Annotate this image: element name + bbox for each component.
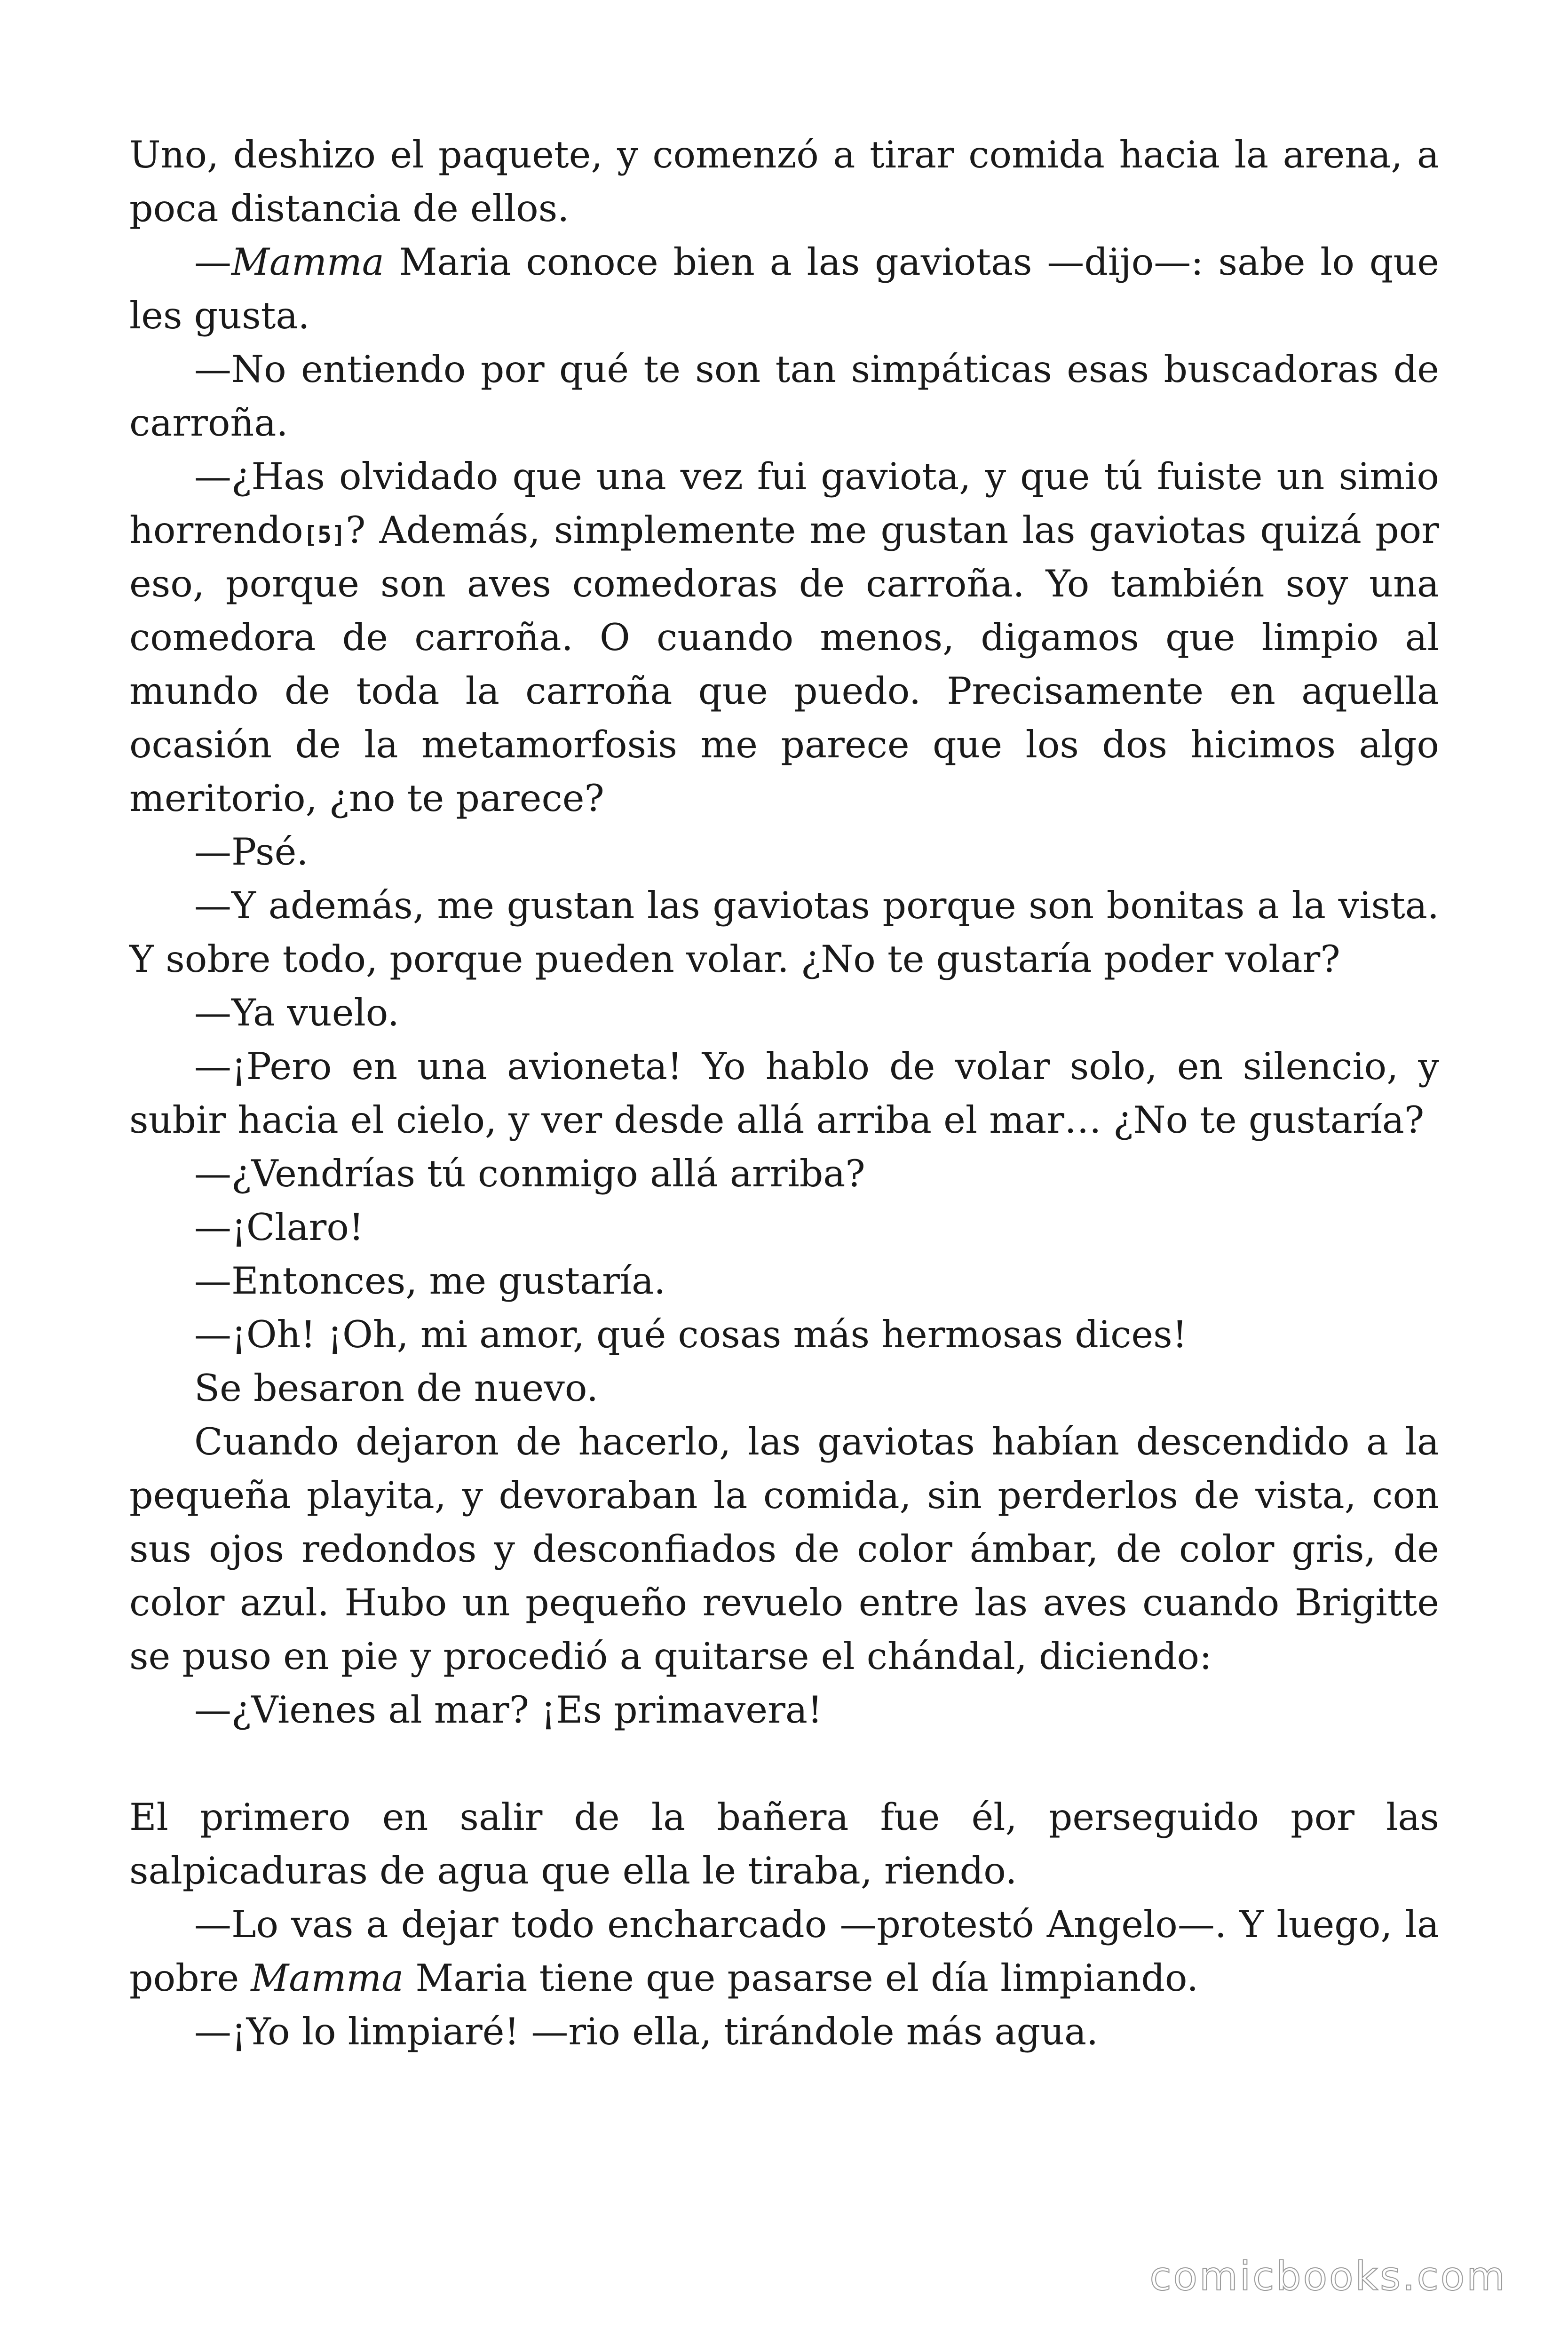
text-run: —¡Yo lo limpiaré! —rio ella, tirándole más agua.	[194, 2010, 1099, 2053]
text-run: —Y además, me gustan las gaviotas porque son bonitas a la vista. Y sobre todo, porque pueden volar. ¿No te gustaría poder volar?	[129, 884, 1439, 981]
text-run: Maria conoce bien a las gaviotas —dijo—: sabe lo que les gusta.	[129, 240, 1439, 337]
paragraph	[129, 2005, 1439, 2058]
text-run: —¡Pero en una avioneta! Yo hablo de volar solo, en silencio, y subir hacia el cielo, y ver desde allá arriba el mar… ¿No te gustaría?	[129, 1045, 1439, 1142]
paragraph	[129, 1898, 1439, 2005]
text-run: —¿Has olvidado que una vez fui gaviota, y que tú fuiste un simio horrendo	[129, 455, 1439, 552]
paragraph	[129, 879, 1439, 986]
text-run: —¡Oh! ¡Oh, mi amor, qué cosas más hermosas dices!	[194, 1313, 1188, 1356]
paragraph	[129, 128, 1439, 235]
text-run: Se besaron de nuevo.	[194, 1367, 599, 1410]
text-run: El primero en salir de la bañera fue él, perseguido por las salpicaduras de agua que ella le tiraba, riendo.	[129, 1796, 1439, 1892]
paragraph	[129, 450, 1439, 825]
text-run: —Psé.	[194, 830, 309, 874]
paragraph	[129, 1415, 1439, 1683]
paragraph	[129, 1790, 1439, 1898]
text-run: —Lo vas a dejar todo encharcado —protestó Angelo—. Y luego, la pobre	[129, 1903, 1439, 2000]
paragraph	[129, 986, 1439, 1040]
paragraph	[129, 235, 1439, 342]
paragraph	[129, 342, 1439, 450]
paragraph	[129, 1147, 1439, 1200]
paragraph	[129, 1200, 1439, 1254]
text-run: ? Además, simplemente me gustan las gaviotas quizá por eso, porque son aves comedoras de carroña. Yo también soy una comedora de carroña. O cuando menos, digamos que limpio al mundo de toda la carroña que puedo. Precisamente en aquella ocasión de la metamorfosis me parece que los dos hicimos algo meritorio, ¿no te parece?	[129, 509, 1439, 820]
text-run: —¿Vienes al mar? ¡Es primavera!	[194, 1688, 823, 1732]
footnote-reference[interactable]: [5]	[303, 521, 346, 548]
text-run: —	[194, 240, 231, 284]
page-body	[129, 128, 1439, 2058]
paragraph	[129, 1254, 1439, 1308]
paragraph	[129, 825, 1439, 879]
text-run: —¿Vendrías tú conmigo allá arriba?	[194, 1152, 865, 1195]
paragraph	[129, 1308, 1439, 1361]
paragraph	[129, 1361, 1439, 1415]
text-run: —Ya vuelo.	[194, 991, 400, 1034]
emphasis: Mamma	[231, 240, 384, 284]
watermark: comicbooks.com	[1149, 2253, 1507, 2299]
emphasis: Mamma	[251, 1956, 404, 2000]
paragraph	[129, 1040, 1439, 1147]
text-run: Cuando dejaron de hacerlo, las gaviotas habían descendido a la pequeña playita, y devoraban la comida, sin perderlos de vista, con sus ojos redondos y desconfiados de color ámbar, de color gris, de color azul. Hubo un pequeño revuelo entre las aves cuando Brigitte se puso en pie y procedió a quitarse el chándal, diciendo:	[129, 1420, 1439, 1678]
text-run: —Entonces, me gustaría.	[194, 1259, 666, 1303]
text-run: Uno, deshizo el paquete, y comenzó a tirar comida hacia la arena, a poca distancia de ellos.	[129, 133, 1439, 230]
text-run: —No entiendo por qué te son tan simpáticas esas buscadoras de carroña.	[129, 348, 1439, 445]
text-run: —¡Claro!	[194, 1206, 364, 1249]
text-run: Maria tiene que pasarse el día limpiando.	[404, 1956, 1199, 2000]
paragraph	[129, 1683, 1439, 1737]
